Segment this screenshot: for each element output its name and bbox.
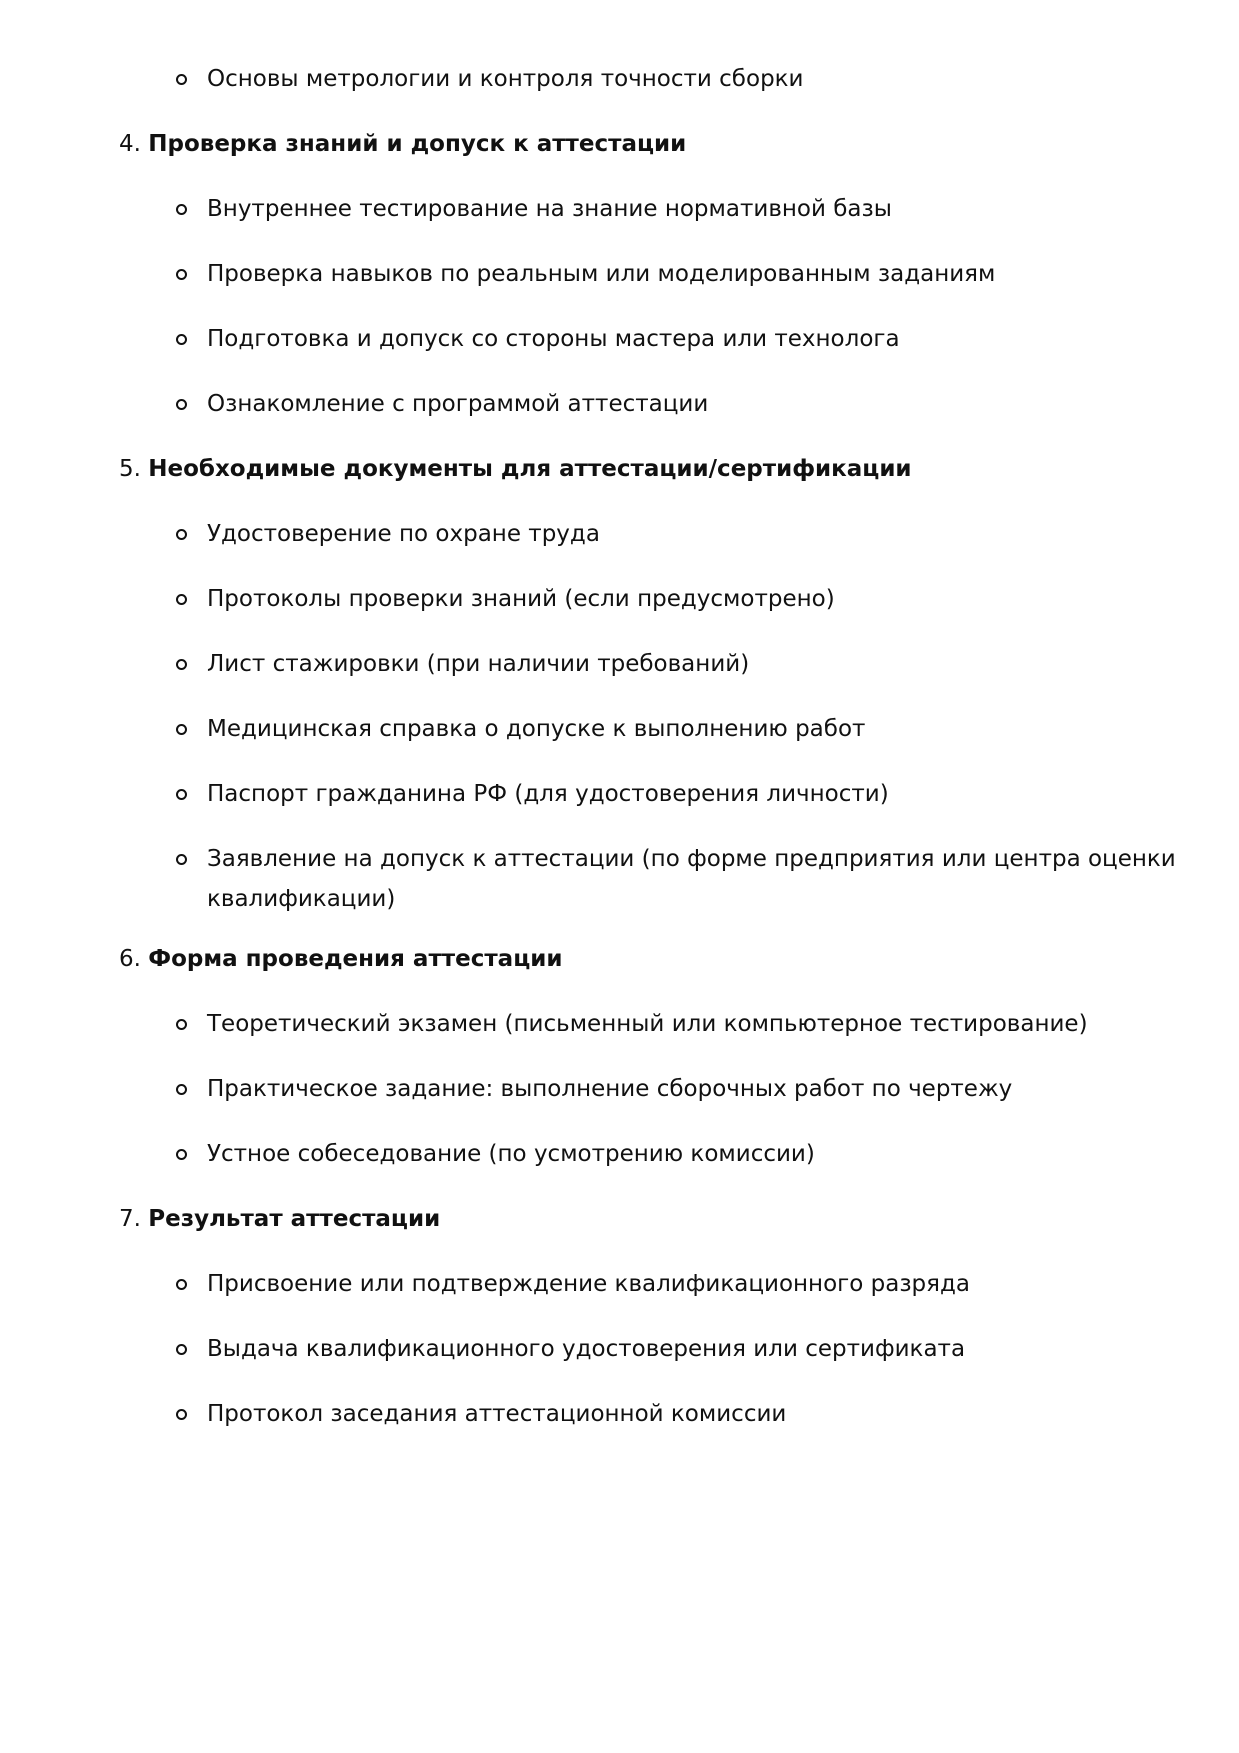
list-item-text: Внутреннее тестирование на знание нормативной базы [207, 196, 892, 222]
section-title: Проверка знаний и допуск к аттестации [148, 131, 687, 157]
section-title: Форма проведения аттестации [148, 946, 563, 972]
list-item-text: Лист стажировки (при наличии требований) [207, 651, 750, 677]
hollow-circle-bullet-icon [176, 529, 187, 540]
list-item-text: квалификации) [207, 886, 396, 912]
hollow-circle-bullet-icon [176, 74, 187, 85]
list-item-text: Проверка навыков по реальным или моделированным заданиям [207, 261, 996, 287]
hollow-circle-bullet-icon [176, 269, 187, 280]
hollow-circle-bullet-icon [176, 1409, 187, 1420]
hollow-circle-bullet-icon [176, 334, 187, 345]
list-item-text: Устное собеседование (по усмотрению комиссии) [207, 1141, 815, 1167]
hollow-circle-bullet-icon [176, 854, 187, 865]
section-heading [119, 125, 686, 163]
hollow-circle-bullet-icon [176, 594, 187, 605]
list-item-text: Протоколы проверки знаний (если предусмотрено) [207, 586, 835, 612]
hollow-circle-bullet-icon [176, 1279, 187, 1290]
section-number: 5. [119, 456, 141, 482]
list-item-text: Практическое задание: выполнение сборочных работ по чертежу [207, 1076, 1013, 1102]
hollow-circle-bullet-icon [176, 204, 187, 215]
hollow-circle-bullet-icon [176, 1149, 187, 1160]
list-item-text: Теоретический экзамен (письменный или компьютерное тестирование) [207, 1011, 1088, 1037]
list-item-text: Паспорт гражданина РФ (для удостоверения личности) [207, 781, 889, 807]
section-number: 7. [119, 1206, 141, 1232]
hollow-circle-bullet-icon [176, 789, 187, 800]
list-item-text: Выдача квалификационного удостоверения или сертификата [207, 1336, 966, 1362]
list-item-text: Заявление на допуск к аттестации (по форме предприятия или центра оценки [207, 846, 1176, 872]
list-item-text: Ознакомление с программой аттестации [207, 391, 709, 417]
list-item-text: Удостоверение по охране труда [207, 521, 600, 547]
hollow-circle-bullet-icon [176, 659, 187, 670]
list-item-text: Присвоение или подтверждение квалификационного разряда [207, 1271, 970, 1297]
hollow-circle-bullet-icon [176, 1019, 187, 1030]
list-item-text: Подготовка и допуск со стороны мастера или технолога [207, 326, 900, 352]
section-title: Результат аттестации [148, 1206, 441, 1232]
hollow-circle-bullet-icon [176, 399, 187, 410]
section-number: 6. [119, 946, 141, 972]
section-heading [119, 450, 912, 488]
list-item-text: Протокол заседания аттестационной комиссии [207, 1401, 787, 1427]
section-heading [119, 940, 562, 978]
section-number: 4. [119, 131, 141, 157]
section-title: Необходимые документы для аттестации/сертификации [148, 456, 912, 482]
list-item-text: Основы метрологии и контроля точности сборки [207, 66, 804, 92]
hollow-circle-bullet-icon [176, 1344, 187, 1355]
section-heading [119, 1200, 440, 1238]
hollow-circle-bullet-icon [176, 1084, 187, 1095]
list-item-text: Медицинская справка о допуске к выполнению работ [207, 716, 866, 742]
hollow-circle-bullet-icon [176, 724, 187, 735]
